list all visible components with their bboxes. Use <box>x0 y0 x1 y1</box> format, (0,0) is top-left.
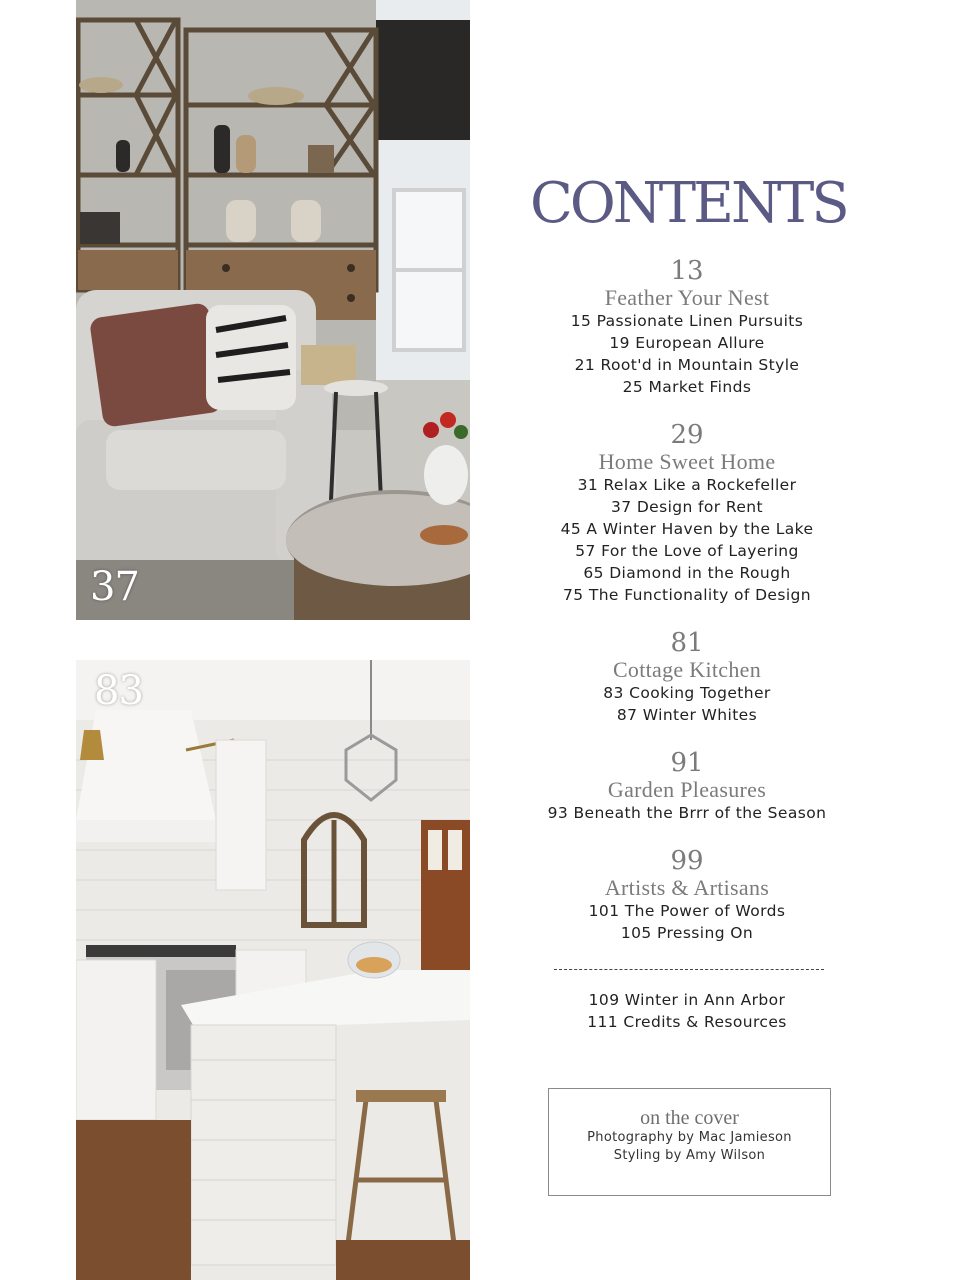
toc-item[interactable]: 19 European Allure <box>609 334 765 352</box>
section-name: Feather Your Nest <box>604 285 770 310</box>
extras-list <box>530 989 844 1033</box>
on-the-cover-box <box>548 1088 831 1196</box>
toc-item[interactable]: 21 Root'd in Mountain Style <box>574 356 800 374</box>
section-number: 99 <box>670 846 704 876</box>
section-number: 81 <box>670 628 704 658</box>
dashed-divider <box>554 969 824 970</box>
toc-item[interactable]: 101 The Power of Words <box>588 902 786 920</box>
section-cottage-kitchen <box>530 628 844 726</box>
toc-item[interactable]: 87 Winter Whites <box>616 706 758 724</box>
kitchen-photo <box>76 660 470 1280</box>
toc-item[interactable]: 105 Pressing On <box>620 924 754 942</box>
section-number: 13 <box>670 256 704 286</box>
section-name: Artists & Artisans <box>604 875 770 900</box>
toc-item[interactable]: 15 Passionate Linen Pursuits <box>570 312 804 330</box>
living-room-illustration <box>76 0 470 620</box>
section-garden-pleasures <box>530 748 844 824</box>
toc-item[interactable]: 25 Market Finds <box>622 378 752 396</box>
section-artists-artisans <box>530 846 844 944</box>
cover-photography-credit: Photography by Mac Jamieson <box>587 1130 792 1145</box>
toc-item[interactable]: 65 Diamond in the Rough <box>583 564 791 582</box>
cover-title: on the cover <box>640 1107 739 1129</box>
toc-item[interactable]: 75 The Functionality of Design <box>562 586 811 604</box>
section-name: Cottage Kitchen <box>612 657 762 682</box>
living-room-photo <box>76 0 470 620</box>
section-number: 91 <box>670 748 704 778</box>
page-number-37: 37 <box>90 564 139 610</box>
toc-item[interactable]: 37 Design for Rent <box>610 498 764 516</box>
toc-item[interactable]: 83 Cooking Together <box>603 684 771 702</box>
toc-item[interactable]: 93 Beneath the Brrr of the Season <box>547 804 827 822</box>
toc-item[interactable]: 111 Credits & Resources <box>587 1013 787 1031</box>
section-name: Home Sweet Home <box>598 449 776 474</box>
section-number: 29 <box>670 420 704 450</box>
cover-styling-credit: Styling by Amy Wilson <box>613 1148 766 1163</box>
toc-item[interactable]: 109 Winter in Ann Arbor <box>588 991 786 1009</box>
toc-item[interactable]: 45 A Winter Haven by the Lake <box>560 520 814 538</box>
toc-item[interactable]: 31 Relax Like a Rockefeller <box>577 476 797 494</box>
kitchen-illustration <box>76 660 470 1280</box>
section-name: Garden Pleasures <box>607 777 767 802</box>
section-feather-your-nest <box>530 256 844 398</box>
toc-item[interactable]: 57 For the Love of Layering <box>575 542 799 560</box>
section-home-sweet-home <box>530 420 844 606</box>
page-number-83: 83 <box>94 668 143 714</box>
contents-title: CONTENTS <box>530 171 847 236</box>
